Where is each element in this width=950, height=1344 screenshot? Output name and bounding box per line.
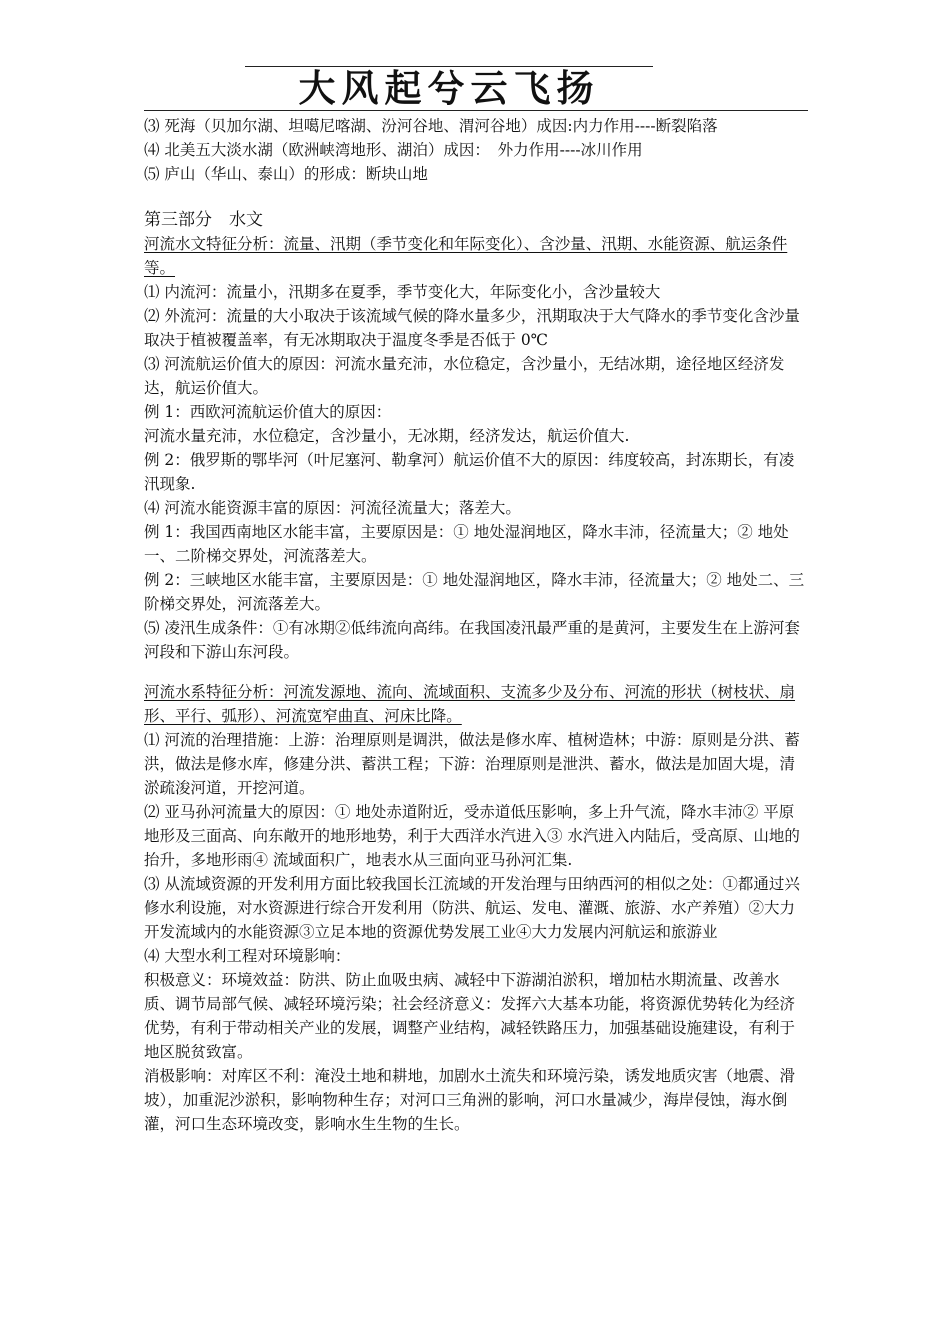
intro-line: ⑶ 死海（贝加尔湖、坦噶尼喀湖、汾河谷地、渭河谷地）成因:内力作用----断裂陷落 bbox=[144, 117, 718, 135]
hydro-feature-heading: 河流水文特征分析：流量、汛期（季节变化和年际变化）、含沙量、汛期、水能资源、航运条件等。 bbox=[144, 235, 788, 277]
paragraph: 积极意义：环境效益：防洪、防止血吸虫病、减轻中下游湖泊淤积，增加枯水期流量、改善水质、调节局部气候、减轻环境污染；社会经济意义：发挥六大基本功能，将资源优势转化为经济优势，有利于带动相关产业的发展，调整产业结构，减轻铁路压力，加强基础设施建设，有利于地区脱贫致富。 bbox=[144, 971, 796, 1061]
paragraph: 消极影响：对库区不利：淹没土地和耕地，加剧水土流失和环境污染，诱发地质灾害（地震、滑坡），加重泥沙淤积，影响物种生存；对河口三角洲的影响，河口水量减少，海岸侵蚀，海水倒灌，河口生态环境改变，影响水生生物的生长。 bbox=[144, 1067, 796, 1133]
header-rule bbox=[144, 110, 808, 111]
paragraph: ⑷ 河流水能资源丰富的原因：河流径流量大；落差大。 bbox=[144, 499, 521, 517]
header-title: 大风起兮云飞扬 bbox=[298, 67, 600, 110]
spacer bbox=[144, 664, 808, 680]
paragraph: 河流水量充沛，水位稳定，含沙量小，无冰期，经济发达，航运价值大. bbox=[144, 427, 630, 445]
system-feature-heading: 河流水系特征分析：河流发源地、流向、流域面积、支流多少及分布、河流的形状（树枝状、扇形、平行、弧形）、河流宽窄曲直、河床比降。 bbox=[144, 683, 796, 725]
document-body bbox=[144, 114, 808, 1136]
paragraph: 例 2：俄罗斯的鄂毕河（叶尼塞河、勒拿河）航运价值不大的原因：纬度较高，封冻期长，有凌汛现象. bbox=[144, 451, 795, 493]
intro-line: ⑷ 北美五大淡水湖（欧洲峡湾地形、湖泊）成因： 外力作用----冰川作用 bbox=[144, 141, 643, 159]
paragraph: ⑷ 大型水利工程对环境影响： bbox=[144, 947, 351, 965]
paragraph: 例 2：三峡地区水能丰富，主要原因是：① 地处湿润地区，降水丰沛，径流量大；② 地处二、三阶梯交界处，河流落差大。 bbox=[144, 571, 805, 613]
paragraph: 例 1：西欧河流航运价值大的原因： bbox=[144, 403, 392, 421]
section-title: 第三部分 水文 bbox=[144, 210, 263, 230]
paragraph: ⑴ 内流河：流量小，汛期多在夏季，季节变化大，年际变化小，含沙量较大 bbox=[144, 283, 661, 301]
paragraph: ⑶ 河流航运价值大的原因：河流水量充沛，水位稳定，含沙量小，无结冰期，途径地区经济发达，航运价值大。 bbox=[144, 355, 785, 397]
paragraph: ⑴ 河流的治理措施：上游：治理原则是调洪，做法是修水库、植树造林；中游：原则是分洪、蓄洪，做法是修水库，修建分洪、蓄洪工程；下游：治理原则是泄洪、蓄水，做法是加固大堤，清淤疏浚河道，开挖河道。 bbox=[144, 731, 800, 797]
paragraph: ⑶ 从流域资源的开发利用方面比较我国长江流域的开发治理与田纳西河的相似之处：①都通过兴修水利设施，对水资源进行综合开发利用（防洪、航运、发电、灌溉、旅游、水产养殖）②大力开发流域内的水能资源③立足本地的资源优势发展工业④大力发展内河航运和旅游业 bbox=[144, 875, 800, 941]
paragraph: 例 1：我国西南地区水能丰富，主要原因是：① 地处湿润地区，降水丰沛，径流量大；② 地处一、二阶梯交界处，河流落差大。 bbox=[144, 523, 789, 565]
intro-line: ⑸ 庐山（华山、泰山）的形成：断块山地 bbox=[144, 165, 428, 183]
paragraph: ⑵ 外流河：流量的大小取决于该流域气候的降水量多少，汛期取决于大气降水的季节变化含沙量取决于植被覆盖率，有无冰期取决于温度冬季是否低于 0℃ bbox=[144, 307, 800, 349]
paragraph: ⑵ 亚马孙河流量大的原因：① 地处赤道附近，受赤道低压影响，多上升气流，降水丰沛② 平原地形及三面高、向东敞开的地形地势，利于大西洋水汽进入③ 水汽进入内陆后，受高原、山地的抬升，多地形雨④ 流域面积广，地表水从三面向亚马孙河汇集. bbox=[144, 803, 800, 869]
paragraph: ⑸ 凌汛生成条件：①有冰期②低纬流向高纬。在我国凌汛最严重的是黄河，主要发生在上游河套河段和下游山东河段。 bbox=[144, 619, 800, 661]
